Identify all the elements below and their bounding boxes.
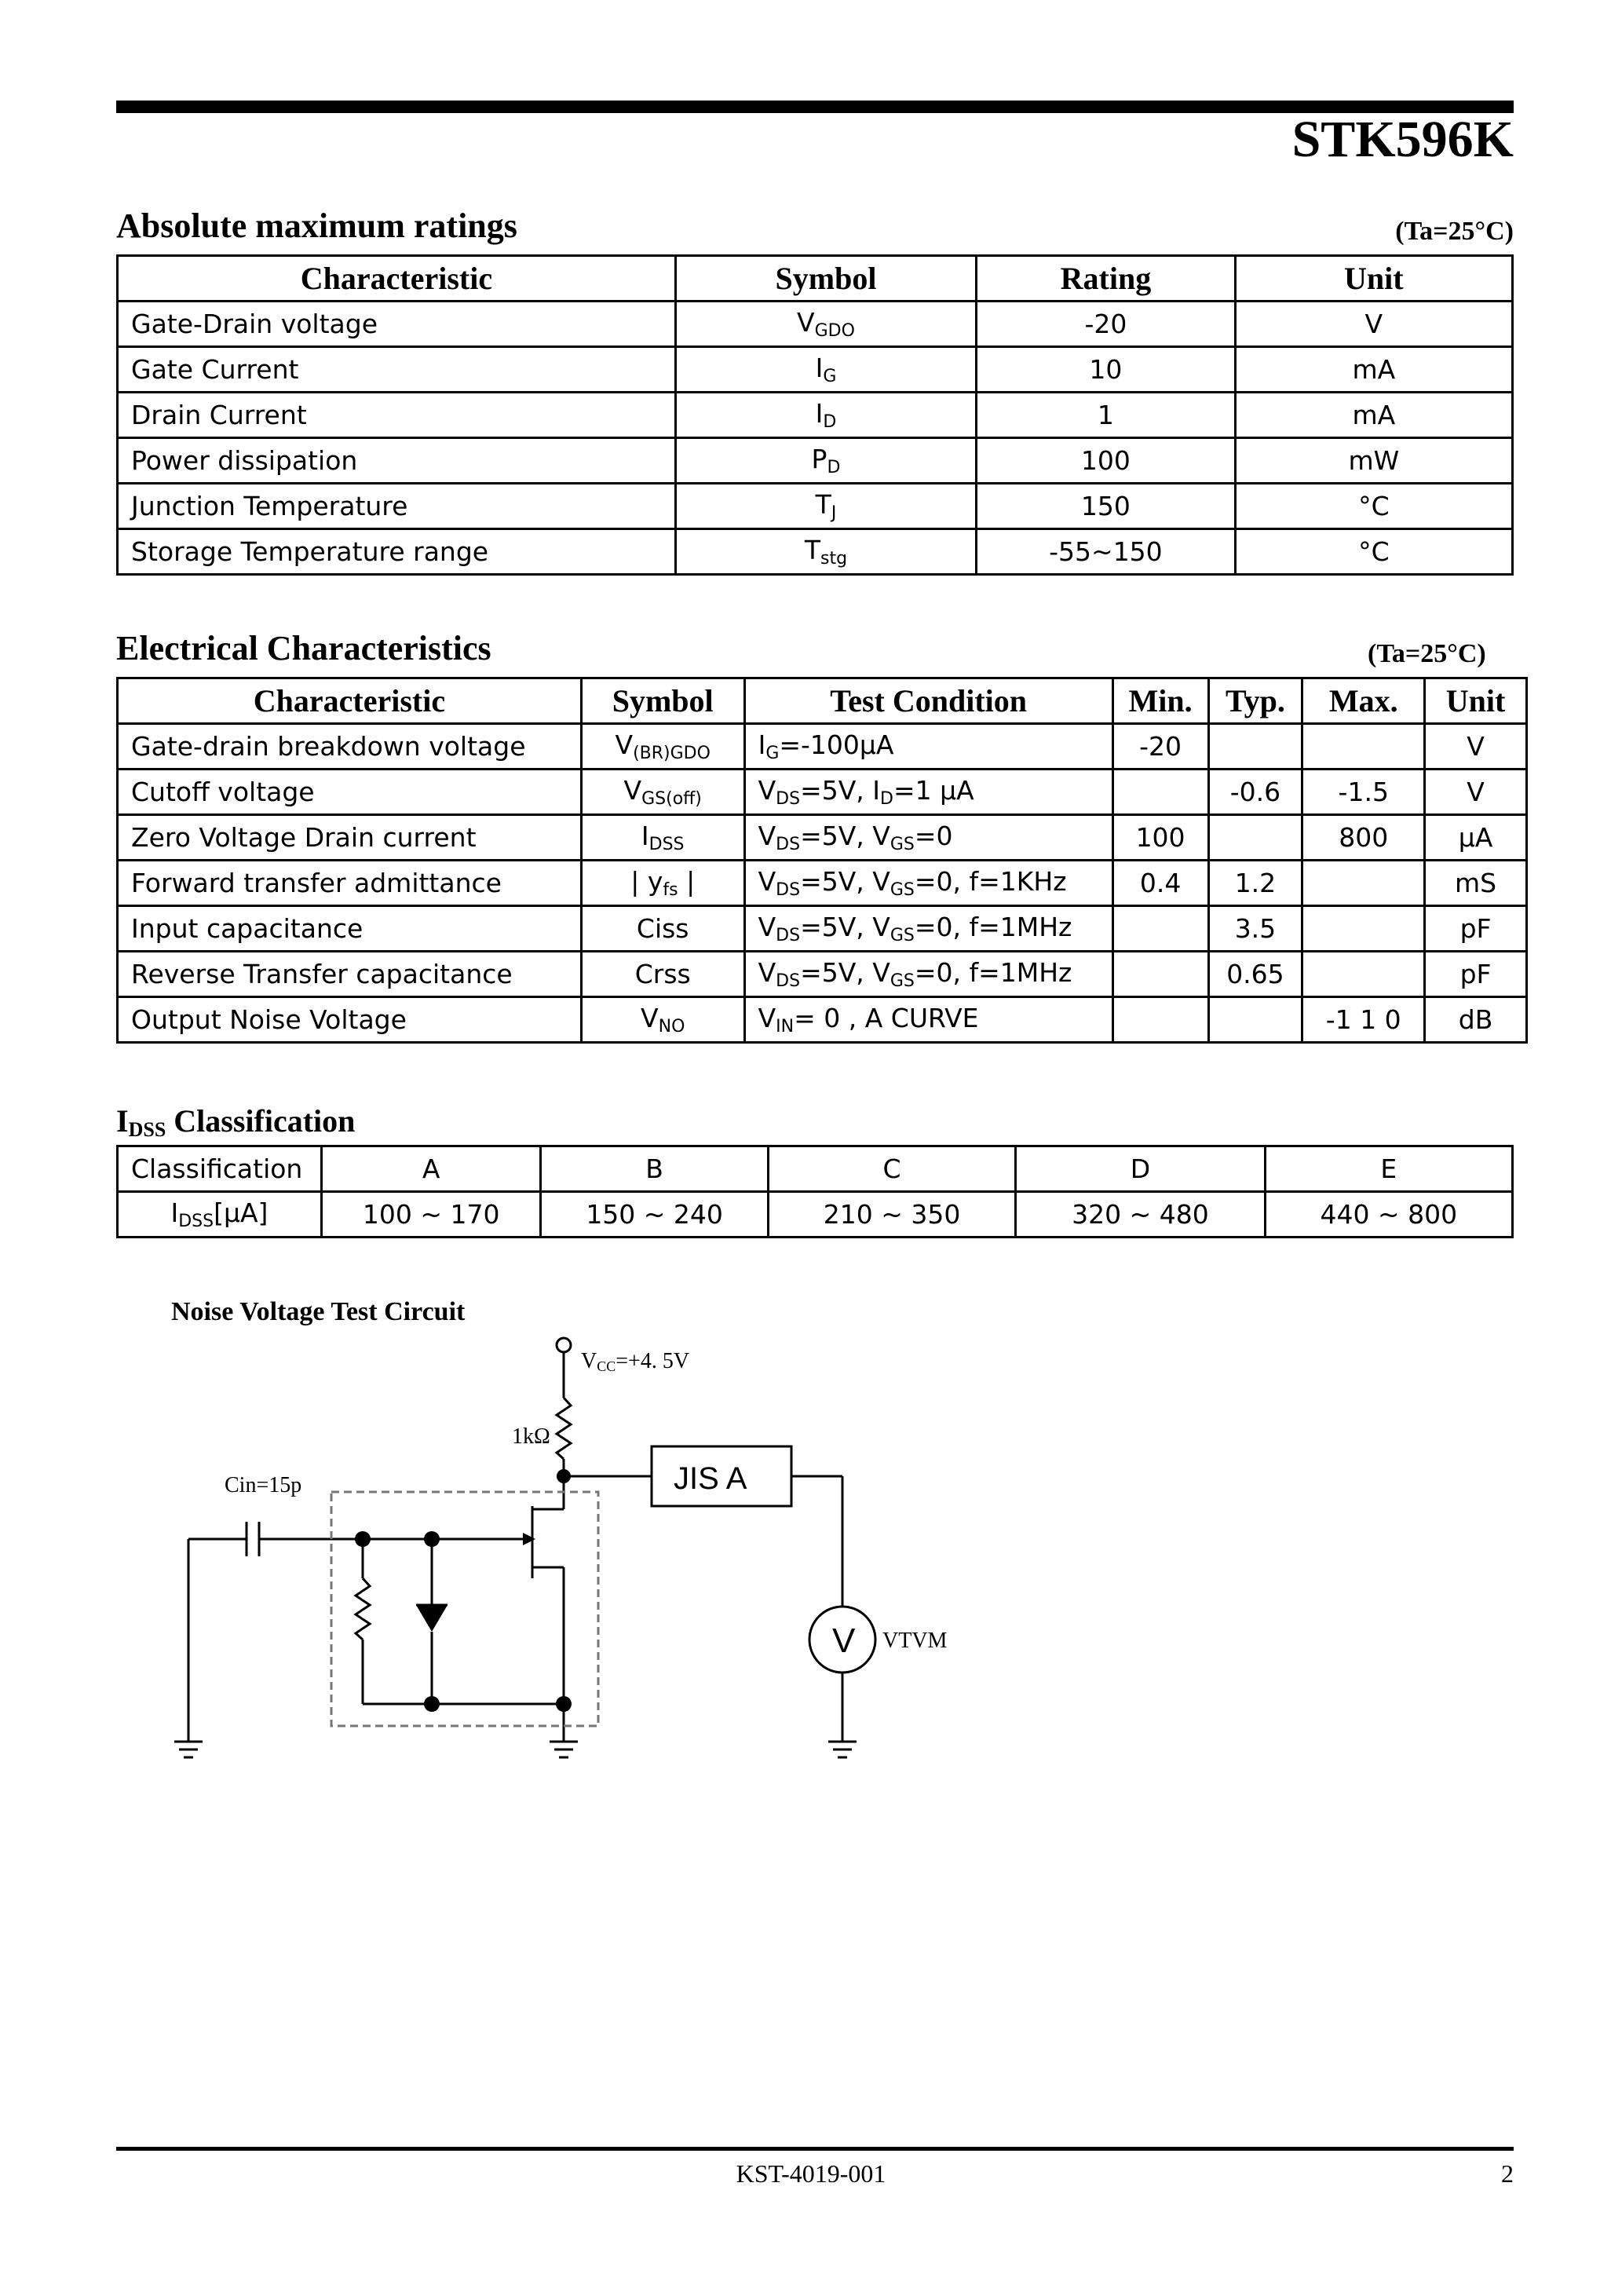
unit-cell: mA xyxy=(1235,393,1512,438)
abs-max-title: Absolute maximum ratings xyxy=(116,207,517,245)
node-dot xyxy=(424,1696,440,1712)
rating-cell: 100 xyxy=(977,438,1236,484)
condition-subscript: DS xyxy=(776,789,801,809)
condition-text: I xyxy=(758,729,766,760)
characteristic-cell: Drain Current xyxy=(118,393,676,438)
symbol-main: Ciss xyxy=(636,913,689,944)
abs-max-header: Unit xyxy=(1235,256,1512,302)
idss-range-cell: 440 ~ 800 xyxy=(1265,1192,1512,1238)
symbol-subscript: GS(off) xyxy=(641,789,702,809)
idss-class-cell: B xyxy=(541,1146,768,1192)
max-cell: 800 xyxy=(1302,815,1425,861)
condition-text: =0, f=1MHz xyxy=(914,957,1072,988)
unit-cell: V xyxy=(1425,770,1527,815)
symbol-main: V xyxy=(623,775,642,806)
node-dot xyxy=(556,1696,572,1712)
idss-range-cell: 150 ~ 240 xyxy=(541,1192,768,1238)
elec-header: Min. xyxy=(1112,678,1208,724)
abs-max-condition: (Ta=25°C) xyxy=(1395,217,1514,246)
characteristic-cell: Gate-drain breakdown voltage xyxy=(118,724,582,770)
elec-header: Unit xyxy=(1425,678,1527,724)
gate-arrow-icon xyxy=(523,1533,535,1545)
condition-text: V xyxy=(758,1003,776,1033)
characteristic-cell: Forward transfer admittance xyxy=(118,861,582,906)
symbol-main: P xyxy=(811,444,827,474)
condition-text: =5V, I xyxy=(800,775,880,806)
cin-label: Cin=15p xyxy=(225,1473,302,1497)
rating-cell: 150 xyxy=(977,484,1236,529)
symbol-subscript: J xyxy=(831,503,837,523)
idss-class-cell: C xyxy=(768,1146,1015,1192)
condition-subscript: G xyxy=(765,744,780,763)
bottom-rule xyxy=(116,2147,1514,2151)
symbol-subscript: NO xyxy=(658,1017,685,1036)
unit-cell: °C xyxy=(1235,484,1512,529)
symbol-main: Crss xyxy=(634,959,691,989)
condition-text: =-100μA xyxy=(779,729,894,760)
symbol-main: V xyxy=(641,1003,659,1033)
symbol-main: | y xyxy=(630,866,663,897)
diode-icon xyxy=(416,1605,448,1632)
condition-text: V xyxy=(758,957,776,988)
unit-cell: dB xyxy=(1425,997,1527,1043)
node-dot xyxy=(557,1469,571,1483)
idss-class-cell: A xyxy=(321,1146,540,1192)
package-outline xyxy=(331,1492,598,1726)
condition-text: =5V, V xyxy=(800,957,890,988)
condition-subscript: IN xyxy=(776,1017,795,1036)
jis-a-label: JIS A xyxy=(674,1461,747,1496)
condition-text: V xyxy=(758,821,776,851)
symbol-subscript: GDO xyxy=(814,321,855,341)
idss-range-label: $I_{DSS}[\mu A]$ xyxy=(118,1192,322,1238)
rating-cell: -20 xyxy=(977,302,1236,347)
idss-range-cell: 320 ~ 480 xyxy=(1016,1192,1265,1238)
elec-header: Symbol xyxy=(581,678,744,724)
idss-title: $I_{DSS}$ Classification xyxy=(116,1103,356,1141)
symbol-main: V xyxy=(615,729,634,760)
symbol-main: I xyxy=(815,398,824,429)
elec-header: Typ. xyxy=(1208,678,1302,724)
typ-cell: -0.6 xyxy=(1208,770,1302,815)
unit-cell: V xyxy=(1235,302,1512,347)
elec-title: Electrical Characteristics xyxy=(116,629,491,667)
vcc-terminal xyxy=(557,1338,571,1352)
resistor-label: 1kΩ xyxy=(512,1424,550,1449)
condition-text: V xyxy=(758,912,776,942)
condition-subscript: DS xyxy=(776,926,801,945)
voltmeter-label: V xyxy=(832,1621,856,1660)
characteristic-cell: Output Noise Voltage xyxy=(118,997,582,1043)
resistor-1k xyxy=(557,1398,571,1459)
symbol-subscript: DSS xyxy=(648,835,685,854)
characteristic-cell: Power dissipation xyxy=(118,438,676,484)
condition-subscript: D xyxy=(880,789,893,809)
abs-max-header: Characteristic xyxy=(118,256,676,302)
characteristic-cell: Zero Voltage Drain current xyxy=(118,815,582,861)
idss-class-cell: E xyxy=(1265,1146,1512,1192)
condition-subscript: DS xyxy=(776,880,801,900)
ground-mid-icon xyxy=(550,1742,578,1757)
page-number: 2 xyxy=(1501,2159,1514,2188)
condition-text: V xyxy=(758,866,776,897)
unit-cell: μA xyxy=(1425,815,1527,861)
rating-cell: 10 xyxy=(977,347,1236,393)
max-cell: -1 1 0 xyxy=(1302,997,1425,1043)
idss-class-cell: D xyxy=(1016,1146,1265,1192)
elec-header: Test Condition xyxy=(744,678,1112,724)
symbol-main: T xyxy=(804,535,821,565)
unit-cell: pF xyxy=(1425,952,1527,997)
symbol-main: I xyxy=(815,353,824,383)
condition-text: = 0 , A CURVE xyxy=(794,1003,979,1033)
condition-subscript: GS xyxy=(890,880,915,900)
circuit-title: Noise Voltage Test Circuit xyxy=(171,1297,466,1326)
rating-cell: -55~150 xyxy=(977,529,1236,575)
elec-condition: (Ta=25°C) xyxy=(1368,639,1486,668)
unit-cell: pF xyxy=(1425,906,1527,952)
condition-text: V xyxy=(758,775,776,806)
symbol-subscript: G xyxy=(823,367,837,386)
unit-cell: mW xyxy=(1235,438,1512,484)
condition-text: =5V, V xyxy=(800,866,890,897)
symbol-subscript: fs xyxy=(663,880,678,900)
vtvm-label: VTVM xyxy=(882,1629,948,1653)
condition-subscript: GS xyxy=(890,971,915,991)
condition-text: =5V, V xyxy=(800,821,890,851)
symbol-suffix: | xyxy=(678,866,696,897)
elec-header: Characteristic xyxy=(118,678,582,724)
gate-resistor xyxy=(356,1578,370,1640)
unit-cell: °C xyxy=(1235,529,1512,575)
node-dot xyxy=(355,1531,371,1547)
ground-right-icon xyxy=(828,1742,857,1757)
characteristic-cell: Storage Temperature range xyxy=(118,529,676,575)
abs-max-header: Rating xyxy=(977,256,1236,302)
idss-range-cell: 100 ~ 170 xyxy=(321,1192,540,1238)
vcc-label: VCC=+4. 5V xyxy=(581,1349,690,1374)
condition-text: =0, f=1KHz xyxy=(914,866,1067,897)
condition-text: =0, f=1MHz xyxy=(914,912,1072,942)
typ-cell: 1.2 xyxy=(1208,861,1302,906)
condition-subscript: GS xyxy=(890,835,915,854)
elec-header: Max. xyxy=(1302,678,1425,724)
unit-cell: mA xyxy=(1235,347,1512,393)
idss-range-cell: 210 ~ 350 xyxy=(768,1192,1015,1238)
symbol-main: T xyxy=(815,489,831,520)
condition-subscript: DS xyxy=(776,971,801,991)
part-number: STK596K xyxy=(1291,111,1514,168)
characteristic-cell: Gate-Drain voltage xyxy=(118,302,676,347)
min-cell: 100 xyxy=(1112,815,1208,861)
min-cell: 0.4 xyxy=(1112,861,1208,906)
unit-cell: V xyxy=(1425,724,1527,770)
condition-subscript: DS xyxy=(776,835,801,854)
ground-left-icon xyxy=(174,1742,203,1757)
characteristic-cell: Reverse Transfer capacitance xyxy=(118,952,582,997)
characteristic-cell: Junction Temperature xyxy=(118,484,676,529)
symbol-main: I xyxy=(641,821,649,851)
characteristic-cell: Cutoff voltage xyxy=(118,770,582,815)
typ-cell: 0.65 xyxy=(1208,952,1302,997)
doc-number: KST-4019-001 xyxy=(736,2159,886,2188)
characteristic-cell: Input capacitance xyxy=(118,906,582,952)
condition-text: =5V, V xyxy=(800,912,890,942)
node-dot xyxy=(424,1531,440,1547)
symbol-subscript: D xyxy=(827,458,841,477)
symbol-subscript: (BR)GDO xyxy=(633,744,711,763)
rating-cell: 1 xyxy=(977,393,1236,438)
abs-max-header: Symbol xyxy=(675,256,976,302)
idss-class-label: Classification xyxy=(118,1146,322,1192)
condition-subscript: GS xyxy=(890,926,915,945)
characteristic-cell: Gate Current xyxy=(118,347,676,393)
unit-cell: mS xyxy=(1425,861,1527,906)
symbol-main: V xyxy=(797,307,815,338)
min-cell: -20 xyxy=(1112,724,1208,770)
symbol-subscript: D xyxy=(823,412,837,432)
max-cell: -1.5 xyxy=(1302,770,1425,815)
condition-text: =0 xyxy=(914,821,953,851)
typ-cell: 3.5 xyxy=(1208,906,1302,952)
symbol-subscript: stg xyxy=(820,549,848,569)
condition-text: =1 μA xyxy=(893,775,974,806)
